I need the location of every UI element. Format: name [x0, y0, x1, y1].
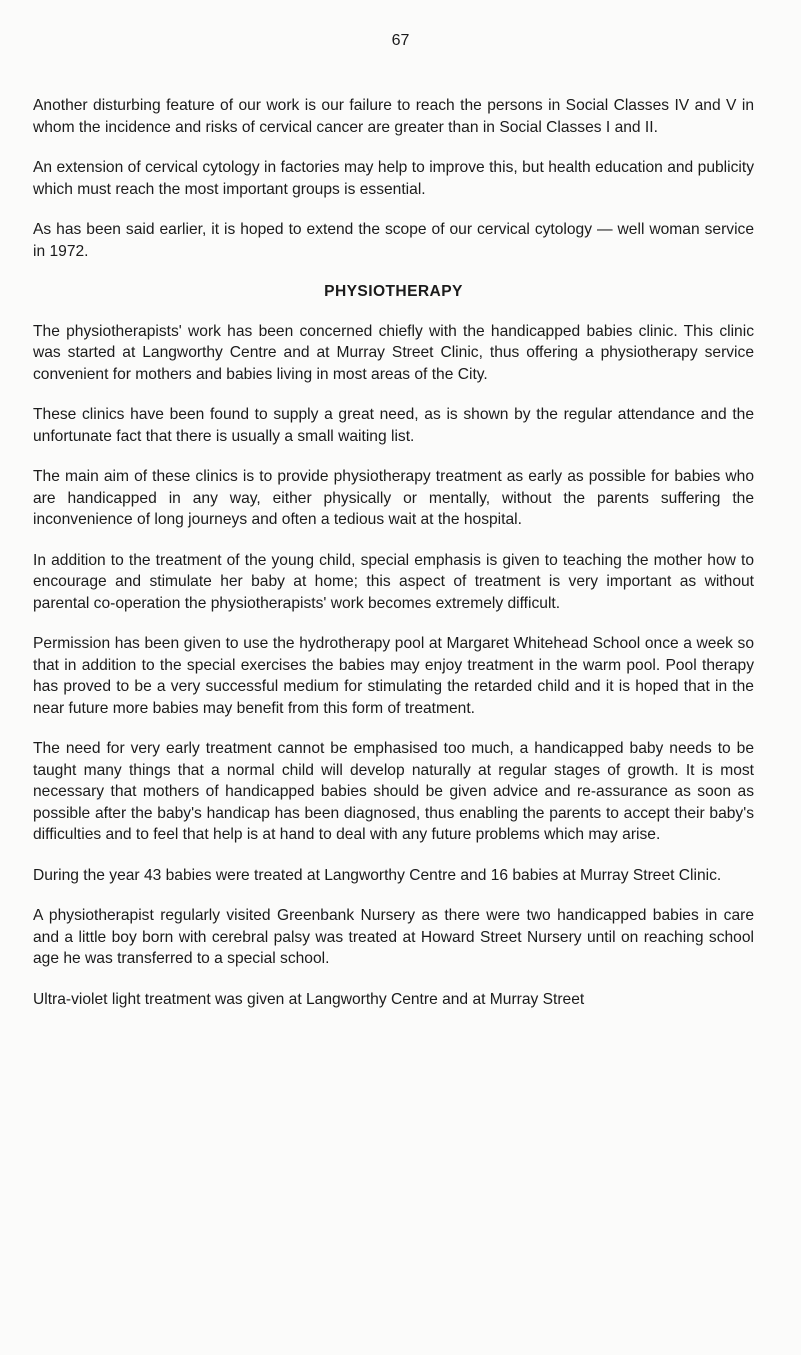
section-heading-physiotherapy: PHYSIOTHERAPY	[324, 283, 463, 300]
paragraph-ultra-violet: Ultra-violet light treatment was given at Langworthy Centre and at Murray Street	[33, 990, 585, 1008]
paragraph-nursery-visits: A physiotherapist regularly visited Greenbank Nursery as there were two handicapped babies in care and a little boy born with cerebral palsy was treated at Howard Street Nursery until on reaching school age he was transferred to a special school.	[33, 907, 754, 967]
paragraph-well-woman-service: As has been said earlier, it is hoped to extend the scope of our cervical cytology — well woman service in 1972.	[33, 221, 754, 260]
paragraph-babies-treated: During the year 43 babies were treated at Langworthy Centre and 16 babies at Murray Street Clinic.	[33, 866, 722, 884]
paragraph-clinic-need: These clinics have been found to supply a great need, as is shown by the regular attendance and the unfortunate fact that there is usually a small waiting list.	[33, 406, 754, 445]
page-body	[33, 95, 754, 1010]
paragraph-clinic-aim: The main aim of these clinics is to provide physiotherapy treatment as early as possible for babies who are handicapped in any way, either physically or mentally, without the parents suffering the inconvenience of long journeys and often a tedious wait at the hospital.	[33, 468, 754, 528]
paragraph-handicapped-babies-clinic: The physiotherapists' work has been concerned chiefly with the handicapped babies clinic. This clinic was started at Langworthy Centre and at Murray Street Clinic, thus offering a physiotherapy service convenient for mothers and babies living in most areas of the City.	[33, 322, 754, 383]
paragraph-social-classes: Another disturbing feature of our work is our failure to reach the persons in Social Classes IV and V in whom the incidence and risks of cervical cancer are greater than in Social Classes I and II.	[33, 97, 754, 136]
paragraph-hydrotherapy-pool: Permission has been given to use the hydrotherapy pool at Margaret Whitehead School once a week so that in addition to the special exercises the babies may enjoy treatment in the warm pool. Pool therapy has proved to be a very successful medium for stimulating the retarded child and it is hoped that in the near future more babies may benefit from this form of treatment.	[33, 635, 754, 717]
page-number: 67	[391, 32, 410, 49]
paragraph-mother-teaching: In addition to the treatment of the young child, special emphasis is given to teaching the mother how to encourage and stimulate her baby at home; this aspect of treatment is very important as without parental co-operation the physiotherapists' work becomes extremely difficult.	[33, 551, 754, 612]
paragraph-early-treatment: The need for very early treatment cannot be emphasised too much, a handicapped baby needs to be taught many things that a normal child will develop naturally at regular stages of growth. It is most necessary that mothers of handicapped babies should be given advice and re-assurance as soon as possible after the baby's handicap has been diagnosed, thus enabling the parents to accept their baby's difficulties and to feel that help is at hand to deal with any future problems which may arise.	[33, 740, 754, 843]
paragraph-cytology-factories: An extension of cervical cytology in factories may help to improve this, but health education and publicity which must reach the most important groups is essential.	[33, 159, 754, 198]
